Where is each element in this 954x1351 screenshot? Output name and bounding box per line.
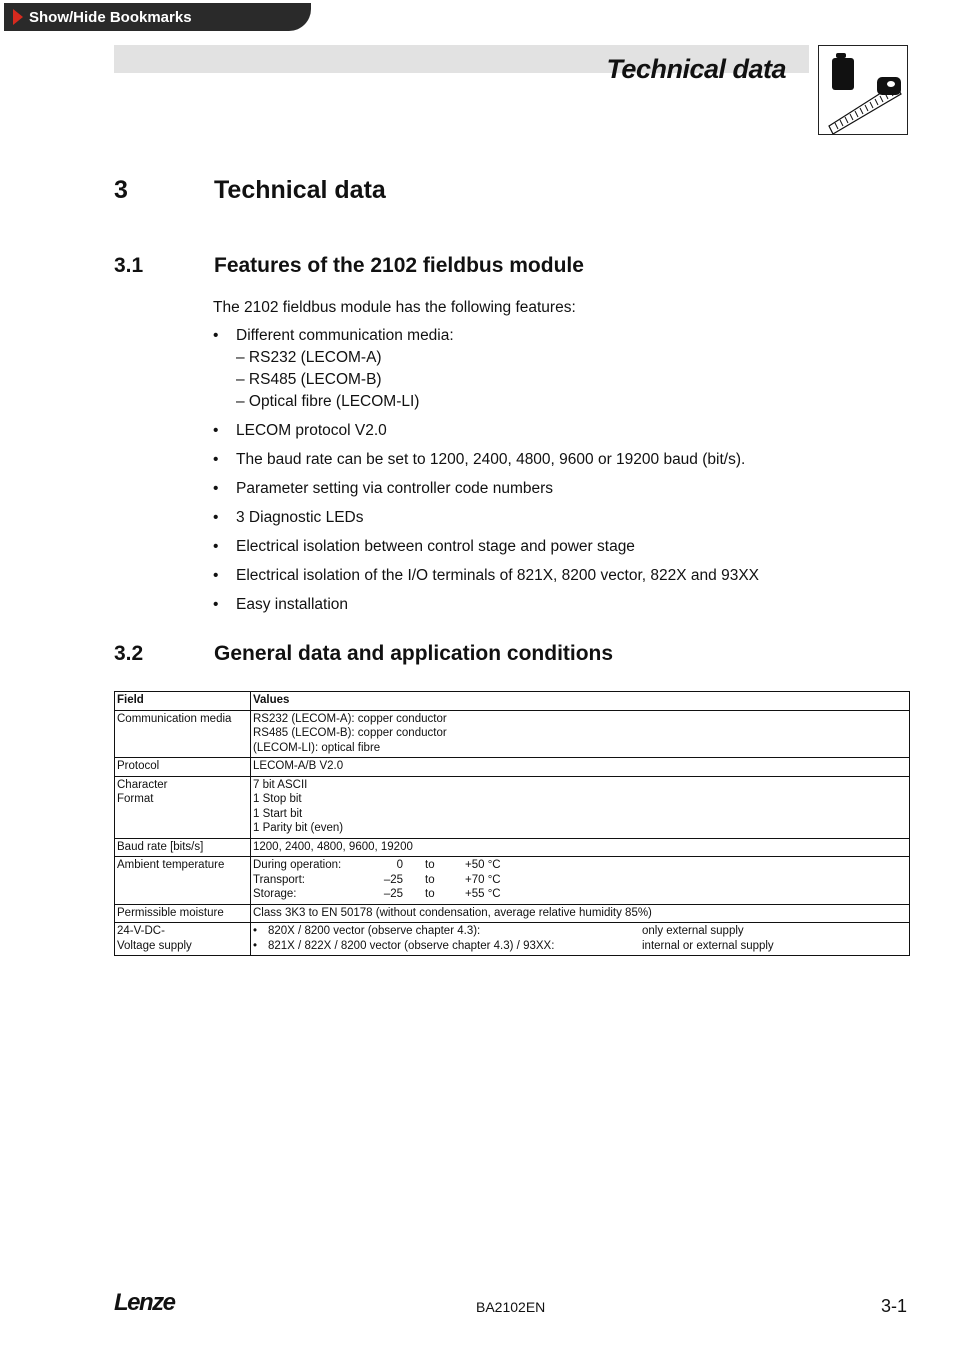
value-line: RS232 (LECOM-A): copper conductor (253, 712, 447, 725)
row-field: Baud rate [bits/s] (115, 838, 251, 857)
table-header-row (115, 692, 910, 711)
arrow-right-icon (13, 9, 23, 25)
row-value (251, 710, 910, 758)
value-line: 1 Parity bit (even) (253, 822, 344, 834)
feature-item (213, 420, 853, 442)
row-field: Protocol (115, 758, 251, 777)
bullet: • (253, 939, 258, 952)
field-line: Format (117, 793, 154, 805)
row-value (251, 923, 910, 956)
feature-subitem: – Optical fibre (LECOM-LI) (236, 393, 420, 410)
value-line: RS485 (LECOM-B): copper conductor (253, 727, 447, 739)
temp-label: Storage: (253, 888, 297, 900)
bullet: • (213, 451, 219, 468)
feature-text: Electrical isolation of the I/O terminals of 821X, 8200 vector, 822X and 93XX (236, 567, 759, 584)
field-line: 24-V-DC- (117, 925, 165, 937)
chapter-heading (114, 176, 386, 205)
row-field: Ambient temperature (115, 857, 251, 905)
row-field (115, 776, 251, 838)
value-line: 7 bit ASCII (253, 778, 308, 791)
row-field (115, 923, 251, 956)
features-list (213, 325, 853, 623)
table-row (115, 776, 910, 838)
temp-min: 0 (396, 859, 403, 871)
feature-text: Easy installation (236, 596, 349, 613)
temperature-row (253, 873, 907, 888)
temp-max: +55 °C (465, 888, 501, 900)
row-field: Communication media (115, 710, 251, 758)
temperature-row (253, 858, 907, 873)
section-number: 3.2 (114, 642, 144, 665)
bullet: • (213, 538, 219, 555)
feature-item (213, 449, 853, 471)
feature-subitems (236, 347, 853, 413)
feature-subitem: – RS232 (LECOM-A) (236, 349, 382, 366)
table-row (115, 904, 910, 923)
voltage-text: 820X / 8200 vector (observe chapter 4.3): (268, 925, 481, 937)
temp-label: During operation: (253, 859, 342, 871)
feature-text: 3 Diagnostic LEDs (236, 509, 364, 526)
temp-to: to (425, 859, 435, 871)
table-row (115, 923, 910, 956)
voltage-row (253, 939, 907, 954)
field-line: Character (117, 778, 168, 791)
feature-text: Electrical isolation between control stage and power stage (236, 538, 635, 555)
table-row (115, 857, 910, 905)
document-code: BA2102EN (476, 1299, 546, 1315)
temp-max: +50 °C (465, 859, 501, 871)
feature-item (213, 536, 853, 558)
temp-min: –25 (383, 888, 403, 900)
feature-text: Parameter setting via controller code numbers (236, 480, 554, 497)
row-value (251, 776, 910, 838)
header-values: Values (251, 692, 910, 711)
bookmarks-toggle-label: Show/Hide Bookmarks (29, 8, 192, 26)
bullet: • (213, 509, 219, 526)
temp-to: to (425, 873, 435, 886)
bullet: • (213, 596, 219, 613)
value-line: 1 Start bit (253, 807, 303, 820)
table-row (115, 838, 910, 857)
value-line: 1 Stop bit (253, 793, 302, 805)
voltage-row (253, 924, 907, 939)
temp-label: Transport: (253, 873, 305, 886)
temp-min: –25 (383, 873, 403, 886)
field-line: Voltage supply (117, 939, 192, 952)
temp-max: +70 °C (465, 873, 501, 886)
bullet: • (253, 925, 258, 937)
bullet: • (213, 327, 219, 344)
feature-item (213, 325, 853, 413)
general-data-table (114, 691, 910, 956)
features-intro: The 2102 fieldbus module has the following features: (213, 299, 576, 316)
table-row (115, 758, 910, 777)
section-title: Features of the 2102 fieldbus module (214, 254, 584, 277)
bookmarks-toggle-button[interactable] (4, 3, 311, 31)
row-value: 1200, 2400, 4800, 9600, 19200 (251, 838, 910, 857)
row-value: Class 3K3 to EN 50178 (without condensation, average relative humidity 85%) (251, 904, 910, 923)
bullet: • (213, 567, 219, 584)
temp-to: to (425, 888, 435, 900)
feature-text: Different communication media: (236, 327, 454, 344)
header-field: Field (115, 692, 251, 711)
feature-item (213, 507, 853, 529)
header-title: Technical data (606, 54, 786, 84)
feature-subitem: – RS485 (LECOM-B) (236, 371, 382, 388)
voltage-note: internal or external supply (642, 939, 774, 952)
section-number: 3.1 (114, 254, 144, 277)
feature-text: The baud rate can be set to 1200, 2400, 4800, 9600 or 19200 baud (bit/s). (236, 451, 746, 468)
feature-text: LECOM protocol V2.0 (236, 422, 387, 439)
voltage-text: 821X / 822X / 8200 vector (observe chapter 4.3) / 93XX: (268, 939, 555, 952)
section-heading-3-1 (114, 254, 584, 278)
section-heading-3-2 (114, 642, 613, 666)
feature-item (213, 565, 853, 587)
chapter-title: Technical data (214, 176, 386, 204)
table-row (115, 710, 910, 758)
row-field: Permissible moisture (115, 904, 251, 923)
value-line: (LECOM-LI): optical fibre (253, 741, 381, 754)
feature-item (213, 478, 853, 500)
bullet: • (213, 422, 219, 439)
page-number: 3-1 (881, 1296, 908, 1316)
feature-item (213, 594, 853, 616)
scale-weight-icon (818, 45, 908, 135)
lenze-logo: Lenze (114, 1289, 175, 1316)
bullet: • (213, 480, 219, 497)
voltage-note: only external supply (642, 925, 744, 937)
chapter-number: 3 (114, 176, 128, 204)
section-title: General data and application conditions (214, 642, 614, 665)
row-value (251, 857, 910, 905)
row-value: LECOM-A/B V2.0 (251, 758, 910, 777)
temperature-row (253, 887, 907, 902)
